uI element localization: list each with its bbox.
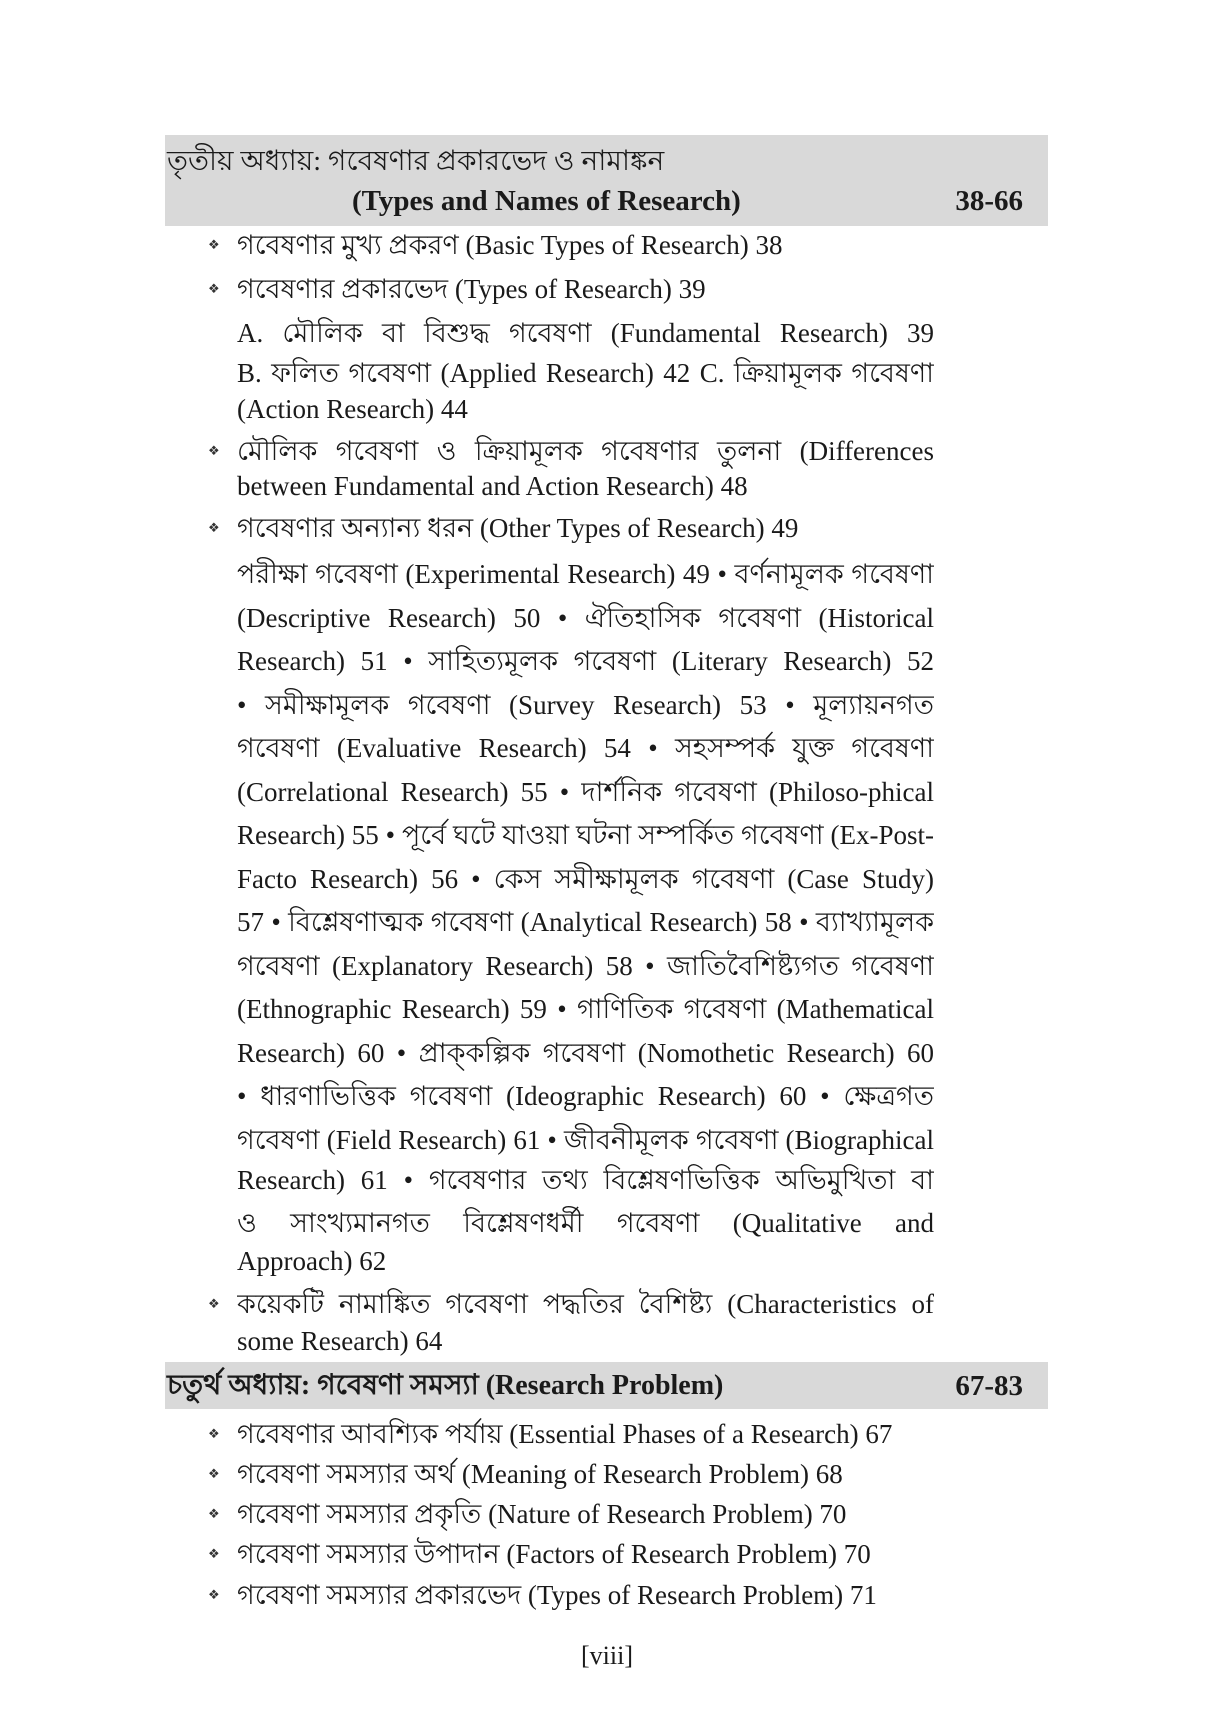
toc-entry-line: (Correlational Research) 55 • দার্শনিক গবেষণা (Philoso-phical	[237, 777, 934, 807]
toc-entry-line: পরীক্ষা গবেষণা (Experimental Research) 49 • বর্ণনামূলক গবেষণা	[237, 559, 934, 589]
chapter-4-pages: 67-83	[955, 1370, 1023, 1402]
toc-entry-line: মৌলিক গবেষণা ও ক্রিয়ামূলক গবেষণার তুলনা (Differences	[237, 436, 934, 466]
toc-entry-line: Research) 51 • সাহিত্যমূলক গবেষণা (Literary Research) 52	[237, 646, 934, 676]
toc-entry-line: Approach) 62	[237, 1246, 387, 1276]
toc-entry-line: গবেষণা সমস্যার অর্থ (Meaning of Research Problem) 68	[237, 1459, 843, 1489]
bullet-icon: ❖	[208, 1466, 220, 1481]
chapter-3-pages: 38-66	[955, 185, 1023, 217]
bullet-icon: ❖	[208, 1546, 220, 1561]
toc-entry-line: গবেষণার আবশ্যিক পর্যায় (Essential Phases of a Research) 67	[237, 1419, 893, 1449]
toc-entry-line: Research) 55 • পূর্বে ঘটে যাওয়া ঘটনা সম্পর্কিত গবেষণা (Ex-Post-	[237, 820, 934, 850]
toc-entry-line: গবেষণা (Evaluative Research) 54 • সহসম্পর্ক যুক্ত গবেষণা	[237, 733, 934, 763]
toc-entry-line: • ধারণাভিত্তিক গবেষণা (Ideographic Research) 60 • ক্ষেত্রগত	[237, 1081, 934, 1111]
toc-entry-line: (Ethnographic Research) 59 • গাণিতিক গবেষণা (Mathematical	[237, 994, 934, 1024]
bullet-icon: ❖	[208, 443, 220, 458]
bullet-icon: ❖	[208, 281, 220, 296]
toc-entry-line: (Action Research) 44	[237, 394, 468, 424]
toc-entry-line: গবেষণা সমস্যার উপাদান (Factors of Research Problem) 70	[237, 1539, 871, 1569]
bullet-icon: ❖	[208, 1506, 220, 1521]
chapter-4-title: চতুর্থ অধ্যায়: গবেষণা সমস্যা (Research Problem)	[167, 1370, 724, 1401]
toc-entry-line: গবেষণার প্রকারভেদ (Types of Research) 39	[237, 274, 706, 304]
bullet-icon: ❖	[208, 1587, 220, 1602]
toc-entry-line: গবেষণার মুখ্য প্রকরণ (Basic Types of Research) 38	[237, 230, 783, 260]
toc-entry-line: ও সাংখ্যমানগত বিশ্লেষণধর্মী গবেষণা (Qualitative and	[237, 1208, 934, 1238]
bullet-icon: ❖	[208, 1296, 220, 1311]
page-number: [viii]	[581, 1641, 633, 1670]
toc-entry-line: কয়েকটি নামাঙ্কিত গবেষণা পদ্ধতির বৈশিষ্ট্য (Characteristics of	[237, 1289, 934, 1319]
toc-entry-line: • সমীক্ষামূলক গবেষণা (Survey Research) 53 • মূল্যায়নগত	[237, 690, 934, 720]
bullet-icon: ❖	[208, 1426, 220, 1441]
toc-entry-line: গবেষণা সমস্যার প্রকারভেদ (Types of Research Problem) 71	[237, 1580, 877, 1610]
toc-entry-line: গবেষণা সমস্যার প্রকৃতি (Nature of Research Problem) 70	[237, 1499, 847, 1529]
toc-entry-line: Research) 60 • প্রাক্‌কল্পিক গবেষণা (Nomothetic Research) 60	[237, 1038, 934, 1068]
toc-entry-line: between Fundamental and Action Research) 48	[237, 471, 748, 501]
chapter-3-title-bn: তৃতীয় অধ্যায়: গবেষণার প্রকারভেদ ও নামাঙ্কন	[167, 146, 665, 177]
bullet-icon: ❖	[208, 520, 220, 535]
toc-entry-line: গবেষণার অন্যান্য ধরন (Other Types of Research) 49	[237, 513, 799, 543]
toc-entry-line: Facto Research) 56 • কেস সমীক্ষামূলক গবেষণা (Case Study)	[237, 864, 934, 894]
toc-entry-line: B. ফলিত গবেষণা (Applied Research) 42 C. ক্রিয়ামূলক গবেষণা	[237, 358, 934, 388]
toc-entry-line: গবেষণা (Field Research) 61 • জীবনীমূলক গবেষণা (Biographical	[237, 1125, 934, 1155]
chapter-3-title-en: (Types and Names of Research)	[352, 185, 741, 217]
toc-entry-line: গবেষণা (Explanatory Research) 58 • জাতিবৈশিষ্ট্যগত গবেষণা	[237, 951, 934, 981]
toc-entry-line: Research) 61 • গবেষণার তথ্য বিশ্লেষণভিত্তিক অভিমুখিতা বা	[237, 1165, 934, 1195]
toc-entry-line: A. মৌলিক বা বিশুদ্ধ গবেষণা (Fundamental Research) 39	[237, 318, 934, 348]
toc-entry-line: (Descriptive Research) 50 • ঐতিহাসিক গবেষণা (Historical	[237, 603, 934, 633]
toc-entry-line: 57 • বিশ্লেষণাত্মক গবেষণা (Analytical Research) 58 • ব্যাখ্যামূলক	[237, 907, 934, 937]
bullet-icon: ❖	[208, 237, 220, 252]
toc-entry-line: some Research) 64	[237, 1326, 443, 1356]
